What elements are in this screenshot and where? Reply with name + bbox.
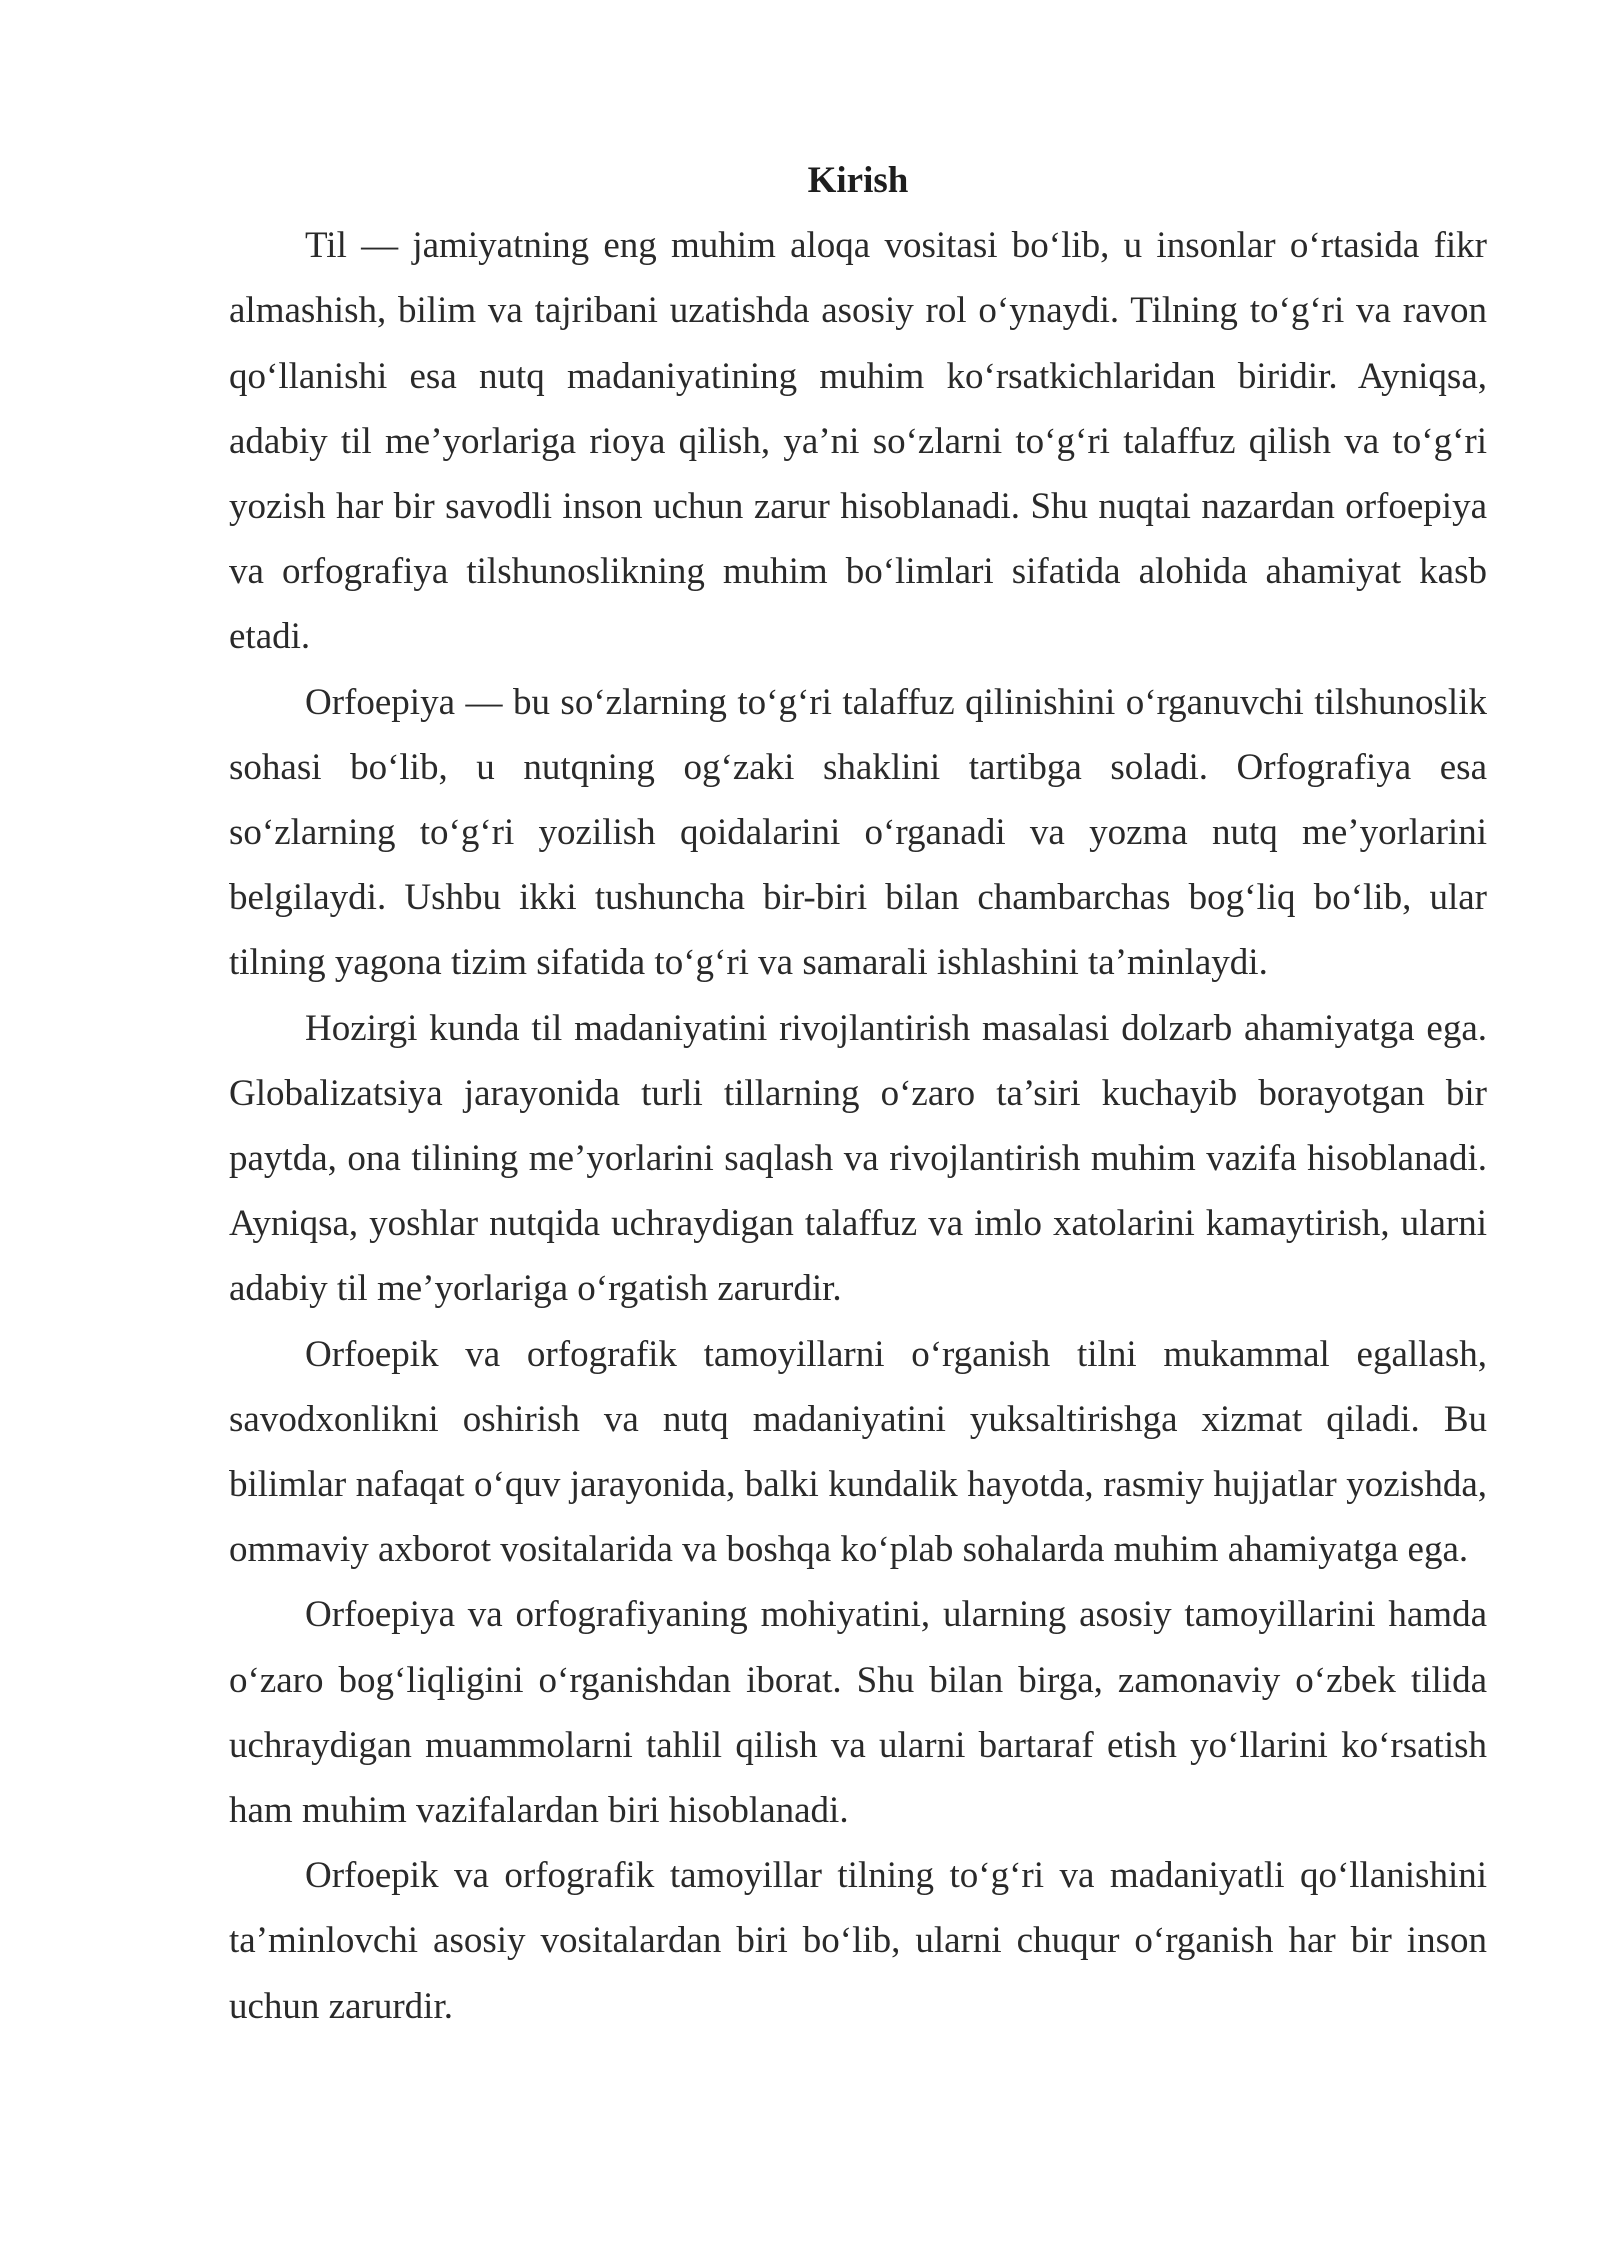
paragraph-4: Orfoepik va orfografik tamoyillarni o‘rganish tilni mukammal egallash, savodxonlikni oshirish va nutq madaniyatini yuksaltirishga xizmat qiladi. Bu bilimlar nafaqat o‘quv jarayonida, balki kundalik hayotda, rasmiy hujjatlar yozishda, ommaviy axborot vositalarida va boshqa ko‘plab sohalarda muhim ahamiyatga ega.	[229, 1333, 1487, 1571]
document-body	[229, 148, 1487, 2039]
page-title: Kirish	[807, 160, 909, 201]
paragraph-3: Hozirgi kunda til madaniyatini rivojlantirish masalasi dolzarb ahamiyatga ega. Globalizatsiya jarayonida turli tillarning o‘zaro ta’siri kuchayib borayotgan bir paytda, ona tilining me’yorlarini saqlash va rivojlantirish muhim vazifa hisoblanadi. Ayniqsa, yoshlar nutqida uchraydigan talaffuz va imlo xatolarini kamaytirish, ularni adabiy til me’yorlariga o‘rgatish zarurdir.	[229, 1007, 1487, 1310]
paragraph-1: Til — jamiyatning eng muhim aloqa vositasi bo‘lib, u insonlar o‘rtasida fikr almashish, bilim va tajribani uzatishda asosiy rol o‘ynaydi. Tilning to‘g‘ri va ravon qo‘llanishi esa nutq madaniyatining muhim ko‘rsatkichlaridan biridir. Ayniqsa, adabiy til me’yorlariga rioya qilish, ya’ni so‘zlarni to‘g‘ri talaffuz qilish va to‘g‘ri yozish har bir savodli inson uchun zarur hisoblanadi. Shu nuqtai nazardan orfoepiya va orfografiya tilshunoslikning muhim bo‘limlari sifatida alohida ahamiyat kasb etadi.	[229, 225, 1487, 658]
paragraph-6: Orfoepik va orfografik tamoyillar tilning to‘g‘ri va madaniyatli qo‘llanishini ta’minlovchi asosiy vositalardan biri bo‘lib, ularni chuqur o‘rganish har bir inson uchun zarurdir.	[229, 1855, 1487, 2027]
paragraph-5: Orfoepiya va orfografiyaning mohiyatini, ularning asosiy tamoyillarini hamda o‘zaro bog‘liqligini o‘rganishdan iborat. Shu bilan birga, zamonaviy o‘zbek tilida uchraydigan muammolarni tahlil qilish va ularni bartaraf etish yo‘llarini ko‘rsatish ham muhim vazifalardan biri hisoblanadi.	[229, 1594, 1487, 1832]
paragraph-2: Orfoepiya — bu so‘zlarning to‘g‘ri talaffuz qilinishini o‘rganuvchi tilshunoslik sohasi bo‘lib, u nutqning og‘zaki shaklini tartibga soladi. Orfografiya esa so‘zlarning to‘g‘ri yozilish qoidalarini o‘rganadi va yozma nutq me’yorlarini belgilaydi. Ushbu ikki tushuncha bir-biri bilan chambarchas bog‘liq bo‘lib, ular tilning yagona tizim sifatida to‘g‘ri va samarali ishlashini ta’minlaydi.	[229, 681, 1487, 984]
